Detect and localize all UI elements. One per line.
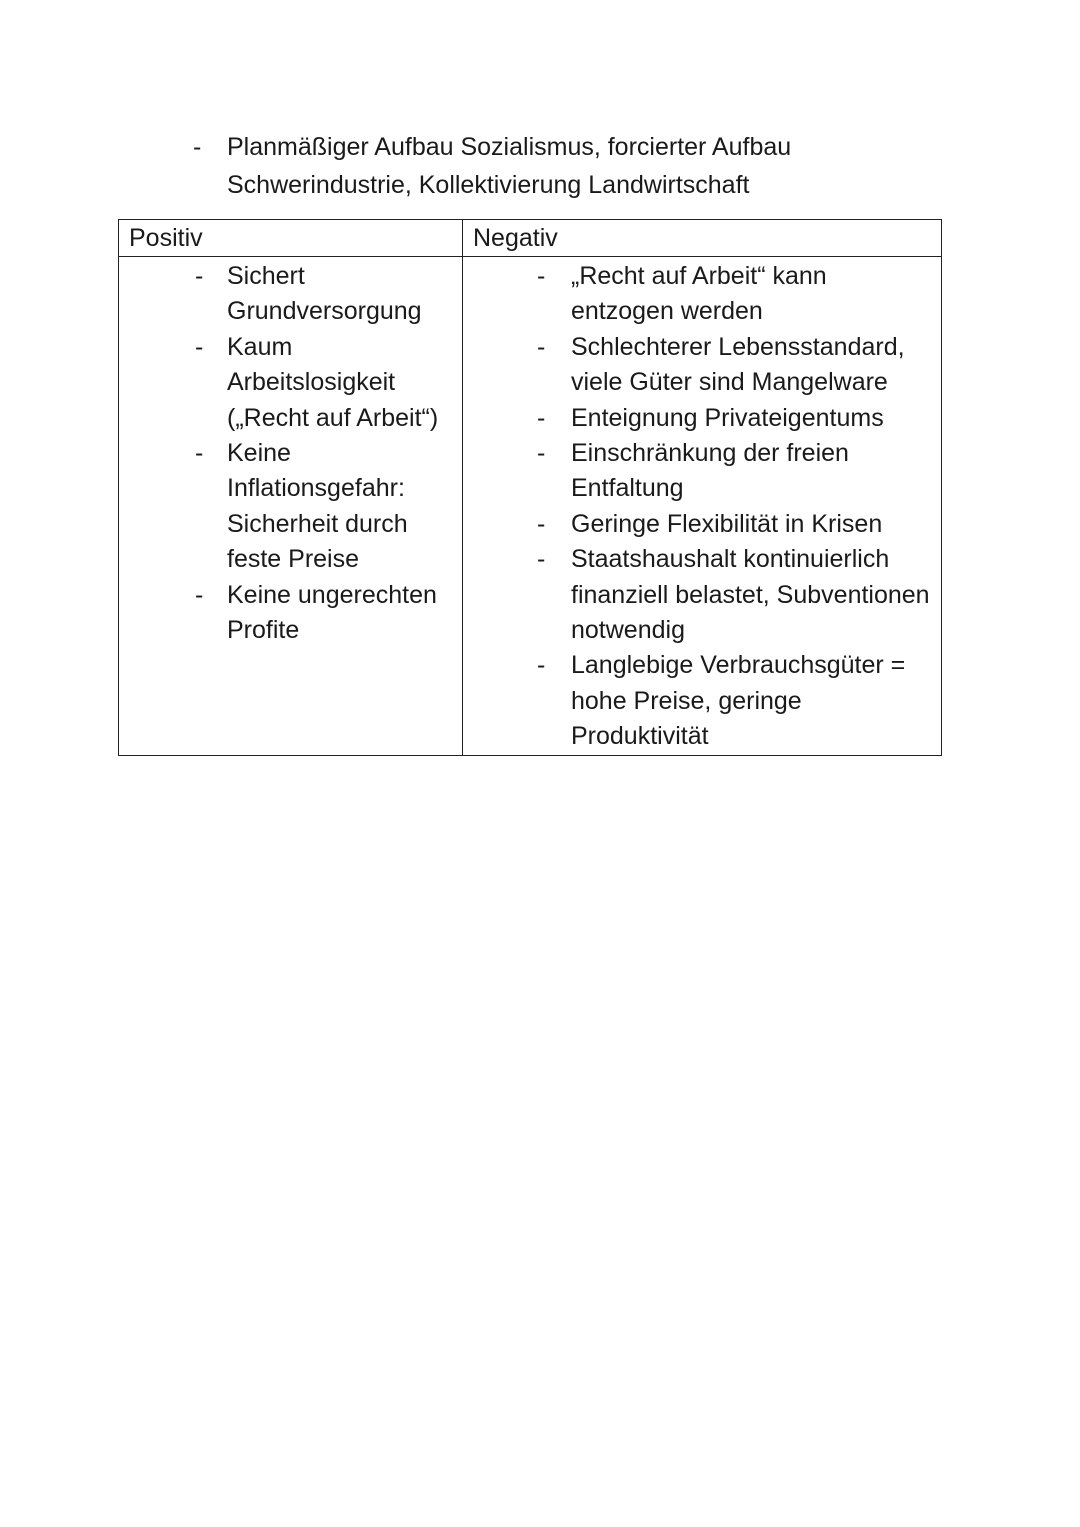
- pros-cons-table: [118, 219, 942, 756]
- header-negative: Negativ: [463, 220, 942, 257]
- list-item: - Sichert Grundversorgung: [195, 262, 422, 326]
- negative-cell: [463, 257, 942, 756]
- positive-list: [119, 259, 462, 648]
- table-body-row: [119, 257, 942, 756]
- list-item: - Schlechterer Lebensstandard, viele Güter sind Mangelware: [537, 332, 905, 397]
- list-item: - Staatshaushalt kontinuierlich finanziell belastet, Subventionen notwendig: [537, 545, 930, 645]
- list-item: - Kaum Arbeitslosigkeit („Recht auf Arbeit“): [195, 332, 439, 432]
- intro-line-2: Schwerindustrie, Kollektivierung Landwirtschaft: [227, 171, 750, 199]
- list-item: - Langlebige Verbrauchsgüter = hohe Preise, geringe Produktivität: [537, 651, 906, 751]
- table-header-row: [119, 220, 942, 257]
- list-item: - „Recht auf Arbeit“ kann entzogen werden: [537, 262, 827, 326]
- list-item: - Enteignung Privateigentums: [537, 403, 884, 432]
- bullet-dash: -: [193, 133, 202, 161]
- list-item: - Keine Inflationsgefahr: Sicherheit durch feste Preise: [195, 439, 408, 574]
- list-item: - Keine ungerechten Profite: [195, 580, 437, 645]
- list-item: - Einschränkung der freien Entfaltung: [537, 439, 849, 503]
- positive-cell: [119, 257, 463, 756]
- negative-list: [463, 259, 941, 755]
- intro-bullet: [193, 128, 913, 204]
- intro-text: [227, 128, 913, 204]
- header-positive: Positiv: [119, 220, 463, 257]
- intro-line-1: Planmäßiger Aufbau Sozialismus, forcierter Aufbau: [227, 133, 792, 161]
- list-item: - Geringe Flexibilität in Krisen: [537, 509, 883, 538]
